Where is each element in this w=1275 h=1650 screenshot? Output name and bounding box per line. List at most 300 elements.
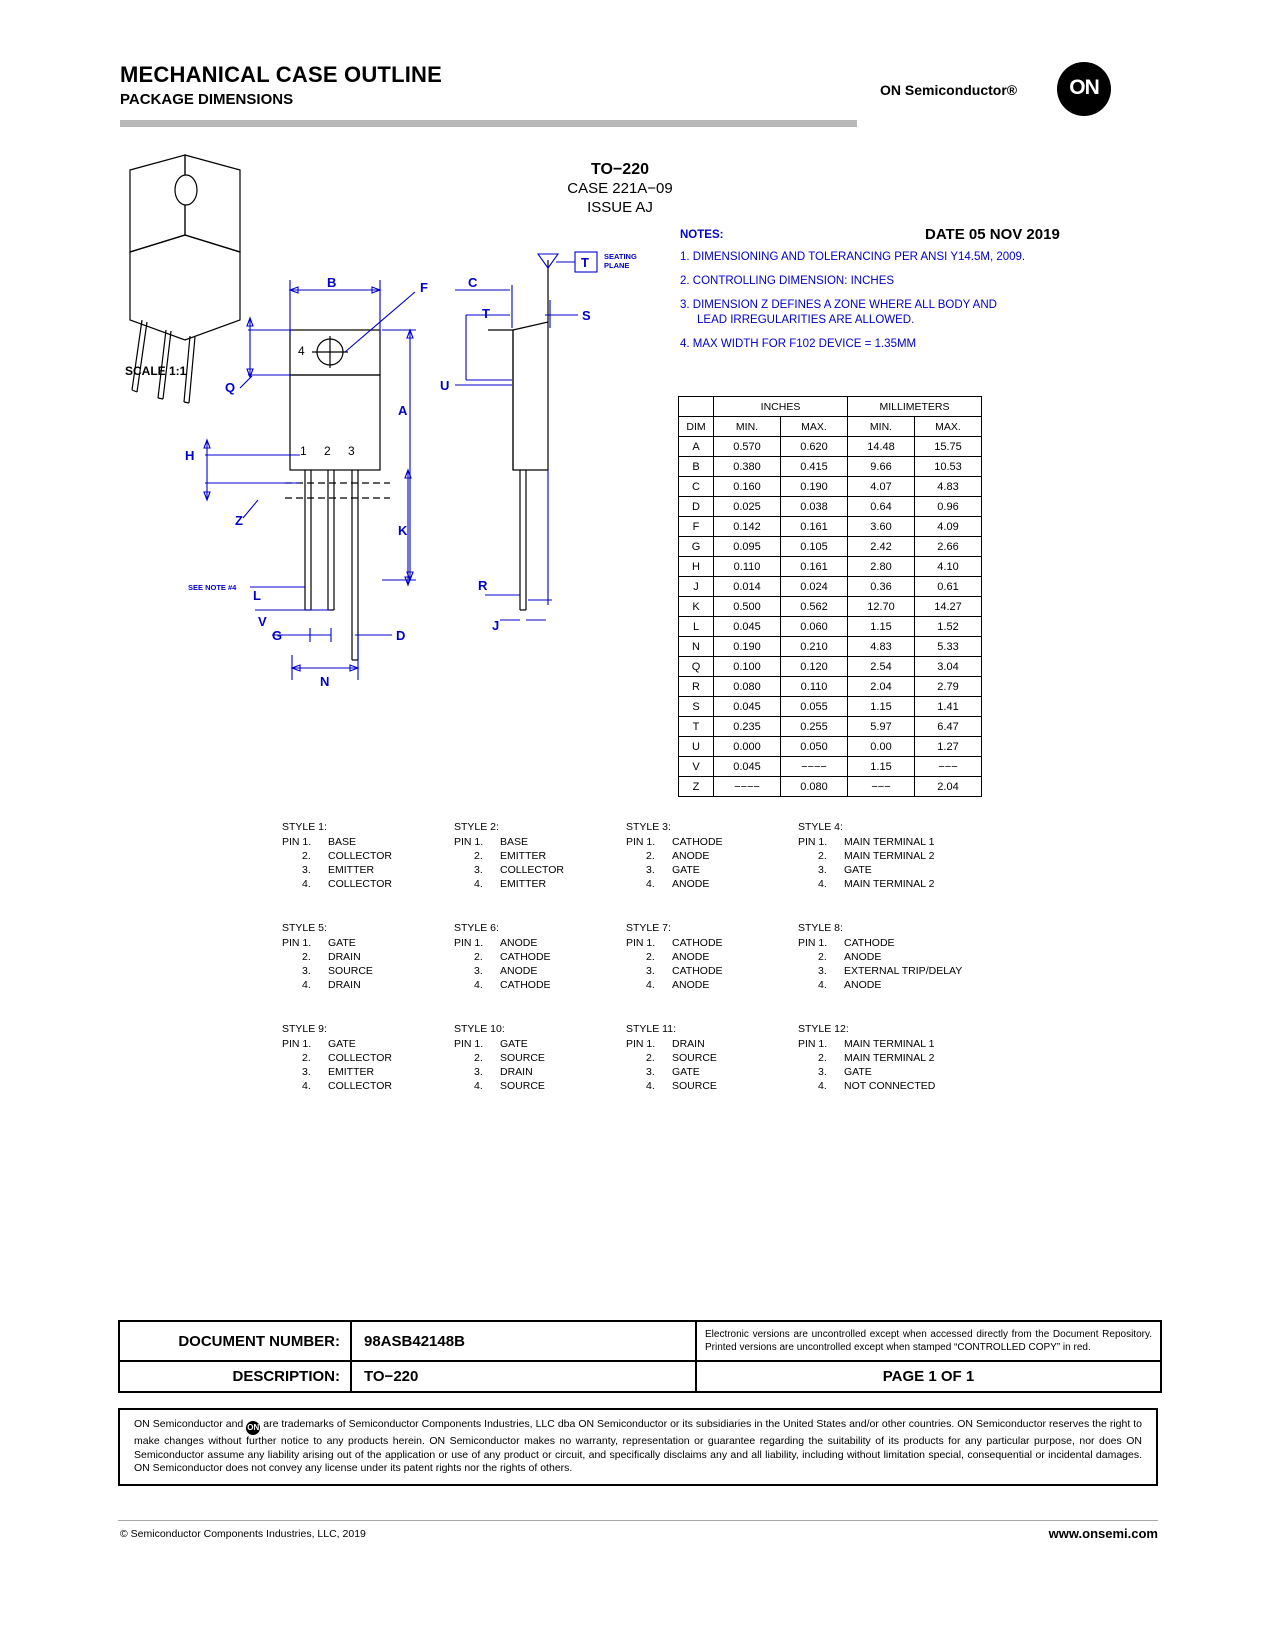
cell-in-min: 0.014 bbox=[714, 577, 781, 597]
style-name: STYLE 6: bbox=[454, 922, 499, 934]
pin-prefix: 3. bbox=[302, 1066, 311, 1078]
style-column bbox=[454, 820, 626, 891]
cell-mm-min: 2.80 bbox=[848, 557, 915, 577]
cell-mm-max: 1.27 bbox=[915, 737, 982, 757]
legal-text-box bbox=[118, 1408, 1158, 1486]
pin-function: CATHODE bbox=[500, 979, 551, 991]
pin-prefix: PIN 1. bbox=[454, 836, 484, 848]
cell-in-max: 0.024 bbox=[781, 577, 848, 597]
case-name: TO−220 bbox=[591, 161, 649, 178]
pin-prefix: PIN 1. bbox=[454, 937, 484, 949]
style-column bbox=[798, 820, 970, 891]
pin-prefix: PIN 1. bbox=[798, 1038, 828, 1050]
pin-function: GATE bbox=[844, 864, 872, 876]
pin-function: DRAIN bbox=[328, 979, 361, 991]
style-column bbox=[626, 820, 798, 891]
see-note-label: SEE NOTE #4 bbox=[188, 583, 237, 592]
style-name: STYLE 7: bbox=[626, 922, 671, 934]
pin-prefix: 2. bbox=[474, 850, 483, 862]
cell-mm-max: 4.09 bbox=[915, 517, 982, 537]
dim-label-C: C bbox=[468, 275, 478, 290]
pin-function: SOURCE bbox=[672, 1052, 717, 1064]
description-label: DESCRIPTION: bbox=[120, 1362, 352, 1391]
cell-dim: S bbox=[679, 697, 714, 717]
cell-in-max: 0.080 bbox=[781, 777, 848, 797]
dim-label-B: B bbox=[327, 275, 337, 290]
cell-in-min: 0.142 bbox=[714, 517, 781, 537]
note-item: 4. MAX WIDTH FOR F102 DEVICE = 1.35MM bbox=[680, 338, 917, 350]
pin-prefix: PIN 1. bbox=[798, 836, 828, 848]
pin-function: GATE bbox=[672, 1066, 700, 1078]
cell-mm-min: −−− bbox=[848, 777, 915, 797]
drawing-svg bbox=[0, 140, 680, 700]
document-number-value: 98ASB42148B bbox=[352, 1322, 697, 1360]
pin-prefix: 2. bbox=[818, 951, 827, 963]
cell-mm-min: 1.15 bbox=[848, 617, 915, 637]
cell-in-min: 0.570 bbox=[714, 437, 781, 457]
notes-heading: NOTES: bbox=[680, 229, 724, 241]
pin-function: MAIN TERMINAL 2 bbox=[844, 878, 935, 890]
logo-label: ON bbox=[1069, 76, 1099, 99]
pin-styles-block bbox=[282, 820, 1042, 1123]
cell-mm-max: 1.52 bbox=[915, 617, 982, 637]
cell-in-max: 0.190 bbox=[781, 477, 848, 497]
scale-label: SCALE 1:1 bbox=[125, 364, 187, 378]
cell-mm-max: 2.04 bbox=[915, 777, 982, 797]
pin-function: DRAIN bbox=[328, 951, 361, 963]
table-row bbox=[679, 437, 982, 457]
pin-prefix: 4. bbox=[474, 1080, 483, 1092]
dim-label-G: G bbox=[272, 628, 283, 643]
cell-mm-max: 0.61 bbox=[915, 577, 982, 597]
dim-table-corner bbox=[679, 397, 714, 417]
cell-in-max: 0.415 bbox=[781, 457, 848, 477]
cell-in-max: 0.060 bbox=[781, 617, 848, 637]
cell-in-min: 0.100 bbox=[714, 657, 781, 677]
pin-function: BASE bbox=[500, 836, 529, 848]
cell-mm-min: 2.04 bbox=[848, 677, 915, 697]
pin-function: ANODE bbox=[672, 850, 710, 862]
package-side-view bbox=[440, 252, 637, 633]
pin-prefix: PIN 1. bbox=[282, 937, 312, 949]
pin-prefix: 3. bbox=[302, 864, 311, 876]
table-row bbox=[679, 757, 982, 777]
style-name: STYLE 1: bbox=[282, 821, 327, 833]
pin-prefix: 4. bbox=[646, 878, 655, 890]
legal-text-b: are trademarks of Semiconductor Components Industries, LLC dba ON Semiconductor or its subsidiaries in the United States and/or other countries. ON Semiconductor reserves the right to make changes without further notice to any products herein. ON Semiconductor makes no warranty, representation or guarantee regarding the suitability of its products for any particular purpose, nor does ON Semiconductor assume any liability arising out of the application or use of any product or circuit, and specifically disclaims any and all liability, including without limitation special, consequential or incidental damages. ON Semiconductor does not convey any license under its patent rights nor the rights of others. bbox=[134, 1418, 1142, 1474]
style-name: STYLE 10: bbox=[454, 1023, 505, 1035]
pin-prefix: 2. bbox=[302, 850, 311, 862]
pin-function: GATE bbox=[328, 1038, 356, 1050]
style-row bbox=[282, 1022, 1042, 1093]
package-front-view bbox=[185, 275, 428, 689]
pin-prefix: 3. bbox=[302, 965, 311, 977]
table-row bbox=[679, 697, 982, 717]
package-drawing bbox=[0, 140, 680, 700]
pin-function: EMITTER bbox=[500, 850, 547, 862]
table-row bbox=[679, 737, 982, 757]
pin-prefix: 3. bbox=[646, 1066, 655, 1078]
table-row bbox=[679, 597, 982, 617]
pin-prefix: 3. bbox=[818, 864, 827, 876]
cell-mm-min: 0.00 bbox=[848, 737, 915, 757]
pin-function: GATE bbox=[844, 1066, 872, 1078]
cell-mm-max: 15.75 bbox=[915, 437, 982, 457]
pin-prefix: 2. bbox=[818, 1052, 827, 1064]
cell-mm-max: 6.47 bbox=[915, 717, 982, 737]
cell-mm-max: 4.83 bbox=[915, 477, 982, 497]
cell-in-min: 0.500 bbox=[714, 597, 781, 617]
style-name: STYLE 8: bbox=[798, 922, 843, 934]
cell-in-min: 0.080 bbox=[714, 677, 781, 697]
pin-prefix: PIN 1. bbox=[282, 1038, 312, 1050]
pin-function: MAIN TERMINAL 2 bbox=[844, 850, 935, 862]
cell-mm-min: 1.15 bbox=[848, 757, 915, 777]
pin-prefix: 4. bbox=[302, 1080, 311, 1092]
pin-prefix: PIN 1. bbox=[626, 1038, 656, 1050]
package-3d-view bbox=[130, 155, 240, 403]
pin-function: ANODE bbox=[672, 951, 710, 963]
cell-in-max: 0.038 bbox=[781, 497, 848, 517]
cell-mm-min: 9.66 bbox=[848, 457, 915, 477]
pin-function: COLLECTOR bbox=[328, 850, 392, 862]
style-row bbox=[282, 820, 1042, 891]
cell-mm-min: 2.42 bbox=[848, 537, 915, 557]
pin-function: SOURCE bbox=[328, 965, 373, 977]
dim-label-U: U bbox=[440, 378, 450, 393]
style-column bbox=[626, 921, 798, 992]
cell-mm-min: 4.83 bbox=[848, 637, 915, 657]
pin-function: COLLECTOR bbox=[328, 1052, 392, 1064]
dim-col-mm-max: MAX. bbox=[915, 417, 982, 437]
seating-plane-label2: PLANE bbox=[604, 261, 630, 270]
dim-label-R: R bbox=[478, 578, 488, 593]
table-row bbox=[679, 477, 982, 497]
style-column bbox=[798, 921, 970, 992]
cell-dim: Z bbox=[679, 777, 714, 797]
cell-mm-min: 0.64 bbox=[848, 497, 915, 517]
pin-prefix: 3. bbox=[646, 864, 655, 876]
table-row bbox=[679, 637, 982, 657]
description-value: TO−220 bbox=[352, 1362, 697, 1391]
pin-number-2: 2 bbox=[324, 444, 331, 458]
note-item-continued: LEAD IRREGULARITIES ARE ALLOWED. bbox=[697, 314, 915, 326]
cell-in-min: 0.045 bbox=[714, 697, 781, 717]
pin-function: COLLECTOR bbox=[328, 878, 392, 890]
cell-in-min: 0.045 bbox=[714, 757, 781, 777]
electronic-version-note: Electronic versions are uncontrolled except when accessed directly from the Document Repository. Printed versions are uncontrolled except when stamped “CONTROLLED COPY” in red. bbox=[705, 1329, 1152, 1353]
dim-label-J: J bbox=[492, 618, 500, 633]
pin-prefix: 4. bbox=[474, 979, 483, 991]
note-item: 2. CONTROLLING DIMENSION: INCHES bbox=[680, 275, 895, 287]
pin-prefix: 3. bbox=[646, 965, 655, 977]
pin-function: EMITTER bbox=[328, 864, 375, 876]
cell-in-max: 0.110 bbox=[781, 677, 848, 697]
style-name: STYLE 12: bbox=[798, 1023, 849, 1035]
cell-dim: V bbox=[679, 757, 714, 777]
pin-prefix: 4. bbox=[646, 979, 655, 991]
seating-plane-label: SEATING bbox=[604, 252, 637, 261]
pin-prefix: 2. bbox=[646, 1052, 655, 1064]
dim-col-in-max: MAX. bbox=[781, 417, 848, 437]
dim-label-H: H bbox=[185, 448, 195, 463]
pin-function: ANODE bbox=[844, 979, 882, 991]
copyright-text: © Semiconductor Components Industries, LLC, 2019 bbox=[120, 1528, 366, 1540]
case-number: CASE 221A−09 bbox=[567, 180, 673, 197]
brand-text: ON Semiconductor® bbox=[880, 82, 1018, 98]
pin-function: CATHODE bbox=[672, 965, 723, 977]
style-column bbox=[454, 921, 626, 992]
cell-dim: K bbox=[679, 597, 714, 617]
cell-mm-min: 1.15 bbox=[848, 697, 915, 717]
cell-in-max: 0.120 bbox=[781, 657, 848, 677]
style-column bbox=[282, 820, 454, 891]
dim-label-D: D bbox=[396, 628, 406, 643]
cell-mm-max: 1.41 bbox=[915, 697, 982, 717]
header-divider bbox=[120, 120, 857, 127]
document-number-label: DOCUMENT NUMBER: bbox=[120, 1322, 352, 1360]
pin-function: ANODE bbox=[672, 878, 710, 890]
dim-label-L: L bbox=[253, 588, 261, 603]
dim-label-F: F bbox=[420, 280, 428, 295]
pin-prefix: 2. bbox=[302, 1052, 311, 1064]
pin-prefix: 3. bbox=[818, 965, 827, 977]
cell-in-max: −−−− bbox=[781, 757, 848, 777]
cell-in-max: 0.050 bbox=[781, 737, 848, 757]
pin-prefix: 4. bbox=[474, 878, 483, 890]
dim-col-dim: DIM bbox=[679, 417, 714, 437]
pin-function: DRAIN bbox=[672, 1038, 705, 1050]
dim-label-V: V bbox=[258, 614, 267, 629]
on-trademark-icon: ON bbox=[246, 1421, 260, 1435]
cell-in-min: 0.235 bbox=[714, 717, 781, 737]
cell-mm-max: 0.96 bbox=[915, 497, 982, 517]
cell-dim: F bbox=[679, 517, 714, 537]
cell-dim: U bbox=[679, 737, 714, 757]
footer-divider bbox=[118, 1520, 1158, 1521]
dim-table-group-inches: INCHES bbox=[714, 397, 848, 417]
cell-mm-max: 2.66 bbox=[915, 537, 982, 557]
pin-function: SOURCE bbox=[672, 1080, 717, 1092]
pin-function: CATHODE bbox=[500, 951, 551, 963]
cell-in-min: 0.190 bbox=[714, 637, 781, 657]
pin-function: ANODE bbox=[500, 965, 538, 977]
cell-in-max: 0.620 bbox=[781, 437, 848, 457]
cell-mm-min: 14.48 bbox=[848, 437, 915, 457]
pin-prefix: 4. bbox=[818, 1080, 827, 1092]
pin-prefix: PIN 1. bbox=[282, 836, 312, 848]
dim-col-mm-min: MIN. bbox=[848, 417, 915, 437]
pin-prefix: 2. bbox=[818, 850, 827, 862]
cell-in-max: 0.161 bbox=[781, 557, 848, 577]
style-name: STYLE 9: bbox=[282, 1023, 327, 1035]
pin-prefix: 3. bbox=[474, 965, 483, 977]
pin-prefix: 3. bbox=[474, 1066, 483, 1078]
cell-in-min: 0.025 bbox=[714, 497, 781, 517]
pin-prefix: 2. bbox=[302, 951, 311, 963]
table-row bbox=[679, 457, 982, 477]
pin-function: EMITTER bbox=[500, 878, 547, 890]
pin-prefix: 4. bbox=[302, 878, 311, 890]
cell-mm-min: 3.60 bbox=[848, 517, 915, 537]
style-column bbox=[798, 1022, 970, 1093]
note-item: 3. DIMENSION Z DEFINES A ZONE WHERE ALL BODY AND bbox=[680, 299, 997, 311]
dim-label-T: T bbox=[482, 306, 490, 321]
pin-function: SOURCE bbox=[500, 1052, 545, 1064]
pin-function: MAIN TERMINAL 1 bbox=[844, 1038, 935, 1050]
table-row bbox=[679, 537, 982, 557]
style-column bbox=[454, 1022, 626, 1093]
pin-prefix: 2. bbox=[646, 951, 655, 963]
table-row bbox=[679, 557, 982, 577]
description-row bbox=[120, 1362, 1160, 1391]
table-row bbox=[679, 717, 982, 737]
pin-number-3: 3 bbox=[348, 444, 355, 458]
page-subtitle: PACKAGE DIMENSIONS bbox=[120, 91, 294, 108]
dim-label-N: N bbox=[320, 674, 330, 689]
pin-function: DRAIN bbox=[500, 1066, 533, 1078]
legal-text-a: ON Semiconductor and bbox=[134, 1418, 244, 1430]
cell-dim: D bbox=[679, 497, 714, 517]
cell-in-min: 0.045 bbox=[714, 617, 781, 637]
cell-mm-max: 4.10 bbox=[915, 557, 982, 577]
cell-in-max: 0.210 bbox=[781, 637, 848, 657]
pin-prefix: 2. bbox=[474, 951, 483, 963]
table-row bbox=[679, 617, 982, 637]
cell-dim: C bbox=[679, 477, 714, 497]
pin-prefix: 3. bbox=[474, 864, 483, 876]
cell-mm-min: 0.36 bbox=[848, 577, 915, 597]
pin-prefix: 4. bbox=[646, 1080, 655, 1092]
pin-prefix: PIN 1. bbox=[454, 1038, 484, 1050]
notes-block bbox=[680, 228, 1080, 361]
pin-prefix: 4. bbox=[818, 878, 827, 890]
cell-mm-max: 5.33 bbox=[915, 637, 982, 657]
cell-dim: L bbox=[679, 617, 714, 637]
pin-prefix: 4. bbox=[302, 979, 311, 991]
cell-dim: J bbox=[679, 577, 714, 597]
pin-function: CATHODE bbox=[844, 937, 895, 949]
document-info-box bbox=[118, 1320, 1162, 1393]
dim-label-A: A bbox=[398, 403, 408, 418]
pin-function: ANODE bbox=[500, 937, 538, 949]
cell-mm-max: −−− bbox=[915, 757, 982, 777]
case-date: DATE 05 NOV 2019 bbox=[925, 226, 1060, 243]
dim-label-Q: Q bbox=[225, 380, 236, 395]
website-link[interactable]: www.onsemi.com bbox=[1048, 1526, 1158, 1541]
style-name: STYLE 4: bbox=[798, 821, 843, 833]
page-count-label: PAGE 1 OF 1 bbox=[882, 1368, 975, 1385]
cell-mm-max: 3.04 bbox=[915, 657, 982, 677]
pin-prefix: PIN 1. bbox=[798, 937, 828, 949]
table-row bbox=[679, 777, 982, 797]
pin-function: SOURCE bbox=[500, 1080, 545, 1092]
pin-number-1: 1 bbox=[300, 444, 307, 458]
cell-in-min: 0.380 bbox=[714, 457, 781, 477]
table-row bbox=[679, 577, 982, 597]
cell-dim: Q bbox=[679, 657, 714, 677]
cell-in-max: 0.161 bbox=[781, 517, 848, 537]
cell-dim: N bbox=[679, 637, 714, 657]
cell-in-max: 0.105 bbox=[781, 537, 848, 557]
pin-prefix: PIN 1. bbox=[626, 836, 656, 848]
pin-function: EXTERNAL TRIP/DELAY bbox=[844, 965, 963, 977]
pin-function: CATHODE bbox=[672, 836, 723, 848]
pin-function: BASE bbox=[328, 836, 357, 848]
cell-dim: B bbox=[679, 457, 714, 477]
cell-mm-max: 14.27 bbox=[915, 597, 982, 617]
cell-mm-min: 2.54 bbox=[848, 657, 915, 677]
pin-prefix: 4. bbox=[818, 979, 827, 991]
pin-function: NOT CONNECTED bbox=[844, 1080, 936, 1092]
pin-function: COLLECTOR bbox=[328, 1080, 392, 1092]
pin-function: ANODE bbox=[844, 951, 882, 963]
document-number-row bbox=[120, 1322, 1160, 1362]
cell-dim: H bbox=[679, 557, 714, 577]
case-issue: ISSUE AJ bbox=[587, 199, 653, 216]
on-semiconductor-logo-icon bbox=[1057, 62, 1111, 116]
style-name: STYLE 5: bbox=[282, 922, 327, 934]
datum-T: T bbox=[581, 255, 589, 270]
pin-function: ANODE bbox=[672, 979, 710, 991]
cell-dim: A bbox=[679, 437, 714, 457]
style-column bbox=[282, 1022, 454, 1093]
note-item: 1. DIMENSIONING AND TOLERANCING PER ANSI Y14.5M, 2009. bbox=[680, 251, 1026, 263]
cell-mm-min: 5.97 bbox=[848, 717, 915, 737]
pin-function: EMITTER bbox=[328, 1066, 375, 1078]
style-column bbox=[282, 921, 454, 992]
cell-mm-max: 2.79 bbox=[915, 677, 982, 697]
style-name: STYLE 11: bbox=[626, 1023, 676, 1035]
pin-function: GATE bbox=[500, 1038, 528, 1050]
cell-in-min: 0.110 bbox=[714, 557, 781, 577]
style-name: STYLE 2: bbox=[454, 821, 499, 833]
cell-dim: G bbox=[679, 537, 714, 557]
pin-prefix: 2. bbox=[646, 850, 655, 862]
cell-in-min: −−−− bbox=[714, 777, 781, 797]
cell-in-max: 0.055 bbox=[781, 697, 848, 717]
dim-table-group-mm: MILLIMETERS bbox=[848, 397, 982, 417]
pin-prefix: 3. bbox=[818, 1066, 827, 1078]
pin-function: GATE bbox=[672, 864, 700, 876]
pin-function: CATHODE bbox=[672, 937, 723, 949]
style-name: STYLE 3: bbox=[626, 821, 671, 833]
cell-in-min: 0.000 bbox=[714, 737, 781, 757]
style-row bbox=[282, 921, 1042, 992]
dim-label-K: K bbox=[398, 523, 408, 538]
dim-label-Z: Z bbox=[235, 513, 243, 528]
table-row bbox=[679, 677, 982, 697]
cell-dim: T bbox=[679, 717, 714, 737]
dimension-table bbox=[678, 396, 982, 797]
page-title: MECHANICAL CASE OUTLINE bbox=[120, 62, 442, 87]
dim-label-S: S bbox=[582, 308, 591, 323]
dim-col-in-min: MIN. bbox=[714, 417, 781, 437]
cell-dim: R bbox=[679, 677, 714, 697]
style-column bbox=[626, 1022, 798, 1093]
table-row bbox=[679, 657, 982, 677]
pin-function: MAIN TERMINAL 1 bbox=[844, 836, 935, 848]
cell-mm-max: 10.53 bbox=[915, 457, 982, 477]
pin-function: COLLECTOR bbox=[500, 864, 564, 876]
pin-prefix: PIN 1. bbox=[626, 937, 656, 949]
table-row bbox=[679, 517, 982, 537]
cell-in-min: 0.095 bbox=[714, 537, 781, 557]
cell-in-max: 0.562 bbox=[781, 597, 848, 617]
cell-mm-min: 4.07 bbox=[848, 477, 915, 497]
cell-mm-min: 12.70 bbox=[848, 597, 915, 617]
pin-prefix: 2. bbox=[474, 1052, 483, 1064]
